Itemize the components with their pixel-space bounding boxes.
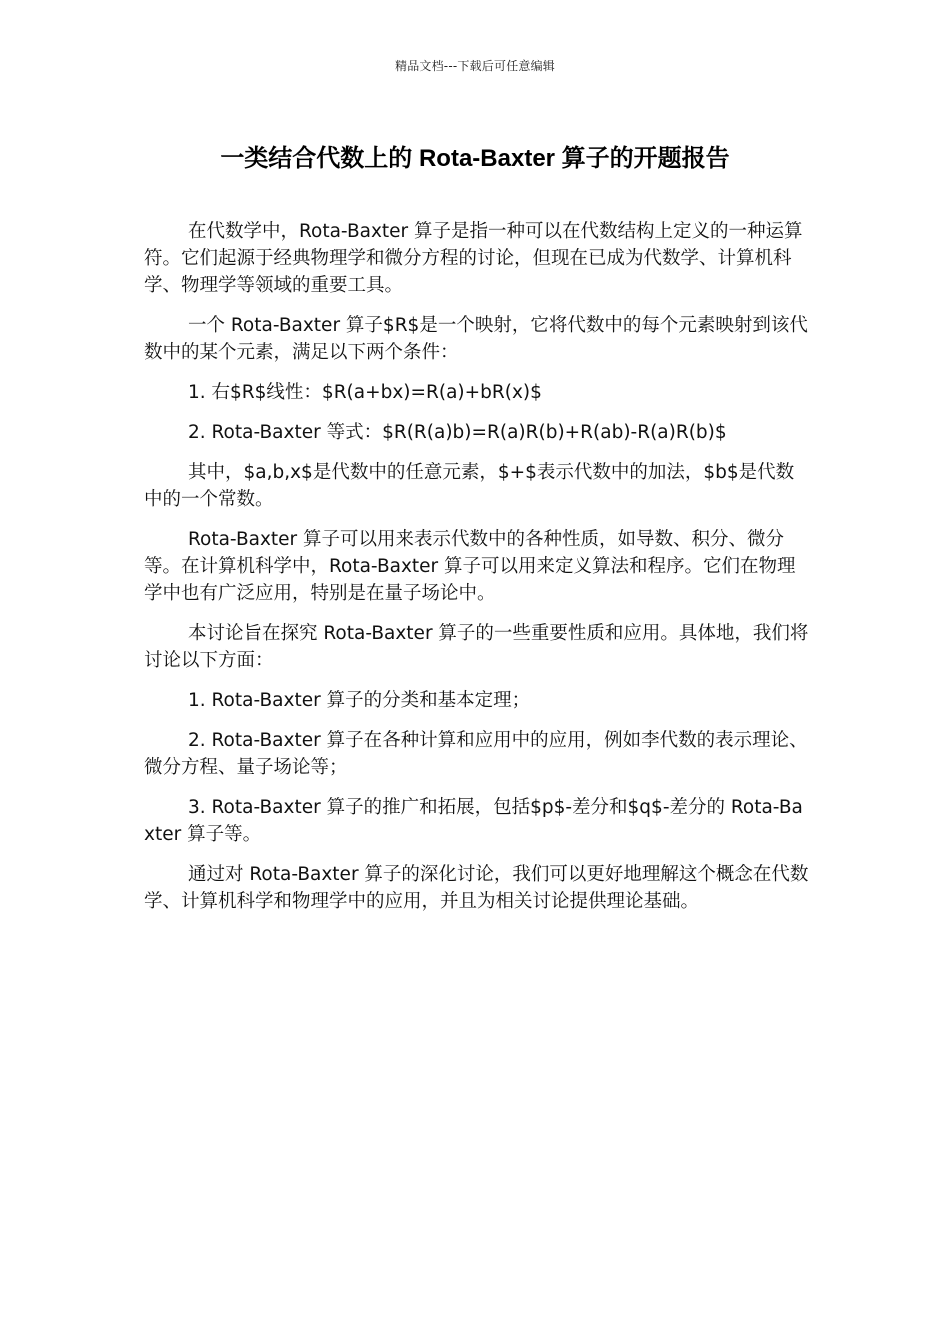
paragraph-condition-1: 1. 右$R$线性：$R(a+bx)=R(a)+bR(x)$: [188, 382, 542, 403]
paragraph-notation: 其中，$a,b,x$是代数中的任意元素，$+$表示代数中的加法，$b$是代数中的一个常数。: [144, 462, 795, 510]
document-body: [144, 218, 810, 928]
header-note: 精品文档---下载后可任意编辑: [395, 59, 555, 73]
paragraph-topic-3: 3. Rota-Baxter 算子的推广和拓展，包括$p$-差分和$q$-差分的 Rota-Baxter 算子等。: [144, 797, 803, 845]
paragraph-intro: 在代数学中，Rota-Baxter 算子是指一种可以在代数结构上定义的一种运算符。它们起源于经典物理学和微分方程的讨论，但现在已成为代数学、计算机科学、物理学等领域的重要工具。: [144, 221, 803, 296]
paragraph-condition-2: 2. Rota-Baxter 等式：$R(R(a)b)=R(a)R(b)+R(ab)-R(a)R(b)$: [188, 422, 727, 443]
paragraph-topic-1: 1. Rota-Baxter 算子的分类和基本定理；: [188, 690, 531, 711]
paragraph-definition: 一个 Rota-Baxter 算子$R$是一个映射，它将代数中的每个元素映射到该代数中的某个元素，满足以下两个条件：: [144, 315, 808, 363]
paragraph-applications: Rota-Baxter 算子可以用来表示代数中的各种性质，如导数、积分、微分等。在计算机科学中，Rota-Baxter 算子可以用来定义算法和程序。它们在物理学中也有广泛应用，特别是在量子场论中。: [144, 529, 796, 604]
paragraph-aims: 本讨论旨在探究 Rota-Baxter 算子的一些重要性质和应用。具体地，我们将讨论以下方面：: [144, 623, 809, 671]
document-title: 一类结合代数上的 Rota-Baxter 算子的开题报告: [220, 145, 730, 172]
paragraph-topic-2: 2. Rota-Baxter 算子在各种计算和应用中的应用，例如李代数的表示理论、微分方程、量子场论等；: [144, 730, 808, 778]
paragraph-conclusion: 通过对 Rota-Baxter 算子的深化讨论，我们可以更好地理解这个概念在代数学、计算机科学和物理学中的应用，并且为相关讨论提供理论基础。: [144, 864, 809, 912]
